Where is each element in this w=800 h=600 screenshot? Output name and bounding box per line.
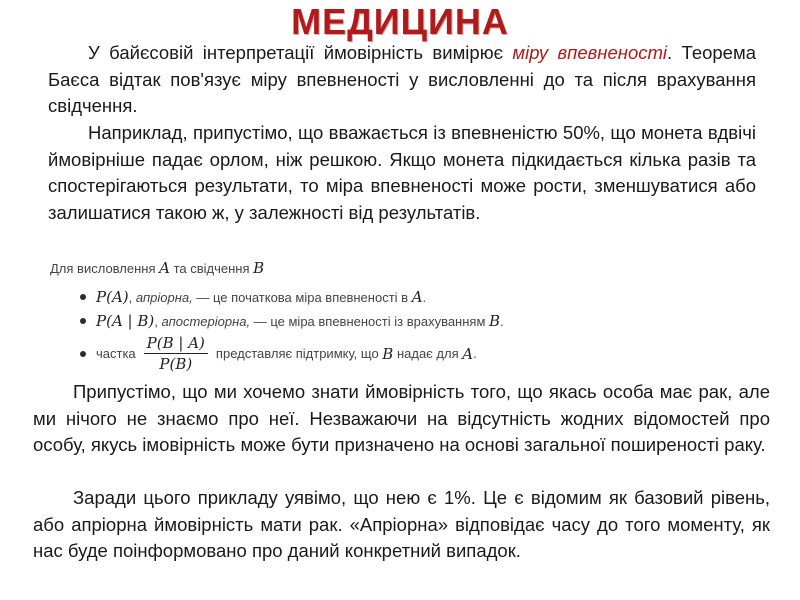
p4-text: Заради цього прикладу уявімо, що нею є 1%. Це є відомим як базовий рівень, або апріорна ймовірність мати рак. «Апріорна» відповідає часу до того моменту, як нас буде поінформовано про даний конкретний випадок. (33, 487, 770, 561)
formula-line-ratio (80, 334, 477, 373)
prior-expr: P(A) (96, 288, 129, 306)
prior-desc: — це початкова міра впевненості в (196, 289, 409, 305)
bullet-icon (80, 318, 86, 324)
ratio-var-b: B (382, 344, 394, 363)
ratio-end: . (473, 346, 477, 361)
p1-text-a: У байєсовій інтерпретації ймовірність вимірює (88, 42, 513, 63)
formula-var-b: B (253, 259, 265, 277)
posterior-var: B (489, 312, 501, 330)
ratio-desc: представляє підтримку, що (215, 346, 379, 361)
formula-line-prior (80, 288, 426, 306)
p1-text-b: . Теорема Баєса відтак пов'язує міру впевненості у висловленні до та після врахування свідчення. (48, 42, 756, 116)
paragraph-bayes-intro (48, 40, 756, 120)
paragraph-cancer-example (33, 379, 770, 459)
formula-intro (50, 259, 264, 277)
prior-sep: , (128, 289, 133, 305)
ratio-var-a: A (462, 344, 474, 363)
posterior-sep: , (154, 313, 158, 329)
posterior-expr: P(A | B) (96, 312, 155, 330)
ratio-numerator: P(B | A) (144, 334, 208, 354)
posterior-end: . (500, 313, 504, 329)
ratio-prefix: частка (96, 346, 136, 361)
prior-end: . (422, 289, 427, 305)
paragraph-coin-example (48, 120, 756, 226)
formula-var-a: A (159, 259, 170, 277)
ratio-denominator: P(B) (159, 355, 193, 373)
formula-intro-text: Для висловлення (50, 261, 156, 276)
p1-accent-term: міру впевненості (512, 42, 668, 63)
p2-text: Наприклад, припустімо, що вважається із впевненістю 50%, що монета вдвічі ймовірніше падає орлом, ніж решкою. Якщо монета підкидається кілька разів та спостерігаються результати, то міра впевненості може рости, зменшуватися або залишатися такою ж, у залежності від результатів. (48, 122, 756, 223)
page-title: МЕДИЦИНА (291, 1, 509, 42)
bullet-icon (80, 294, 86, 300)
posterior-label: апостеріорна, (161, 313, 251, 329)
prior-var: A (411, 288, 423, 306)
ratio-fraction (144, 334, 208, 373)
bullet-icon (80, 351, 86, 357)
p3-text: Припустімо, що ми хочемо знати ймовірність того, що якась особа має рак, але ми нічого не знаємо про неї. Незважаючи на відсутність жодних відомостей про особу, якусь імовірність може бути призначено на основі загальної поширеності раку. (33, 381, 770, 455)
ratio-desc-2: надає для (396, 346, 459, 361)
prior-label: апріорна, (135, 289, 193, 305)
formula-intro-and: та свідчення (173, 261, 250, 276)
formula-line-posterior (80, 312, 504, 330)
posterior-desc: — це міра впевненості із врахуванням (253, 313, 486, 329)
paragraph-base-rate (33, 485, 770, 565)
